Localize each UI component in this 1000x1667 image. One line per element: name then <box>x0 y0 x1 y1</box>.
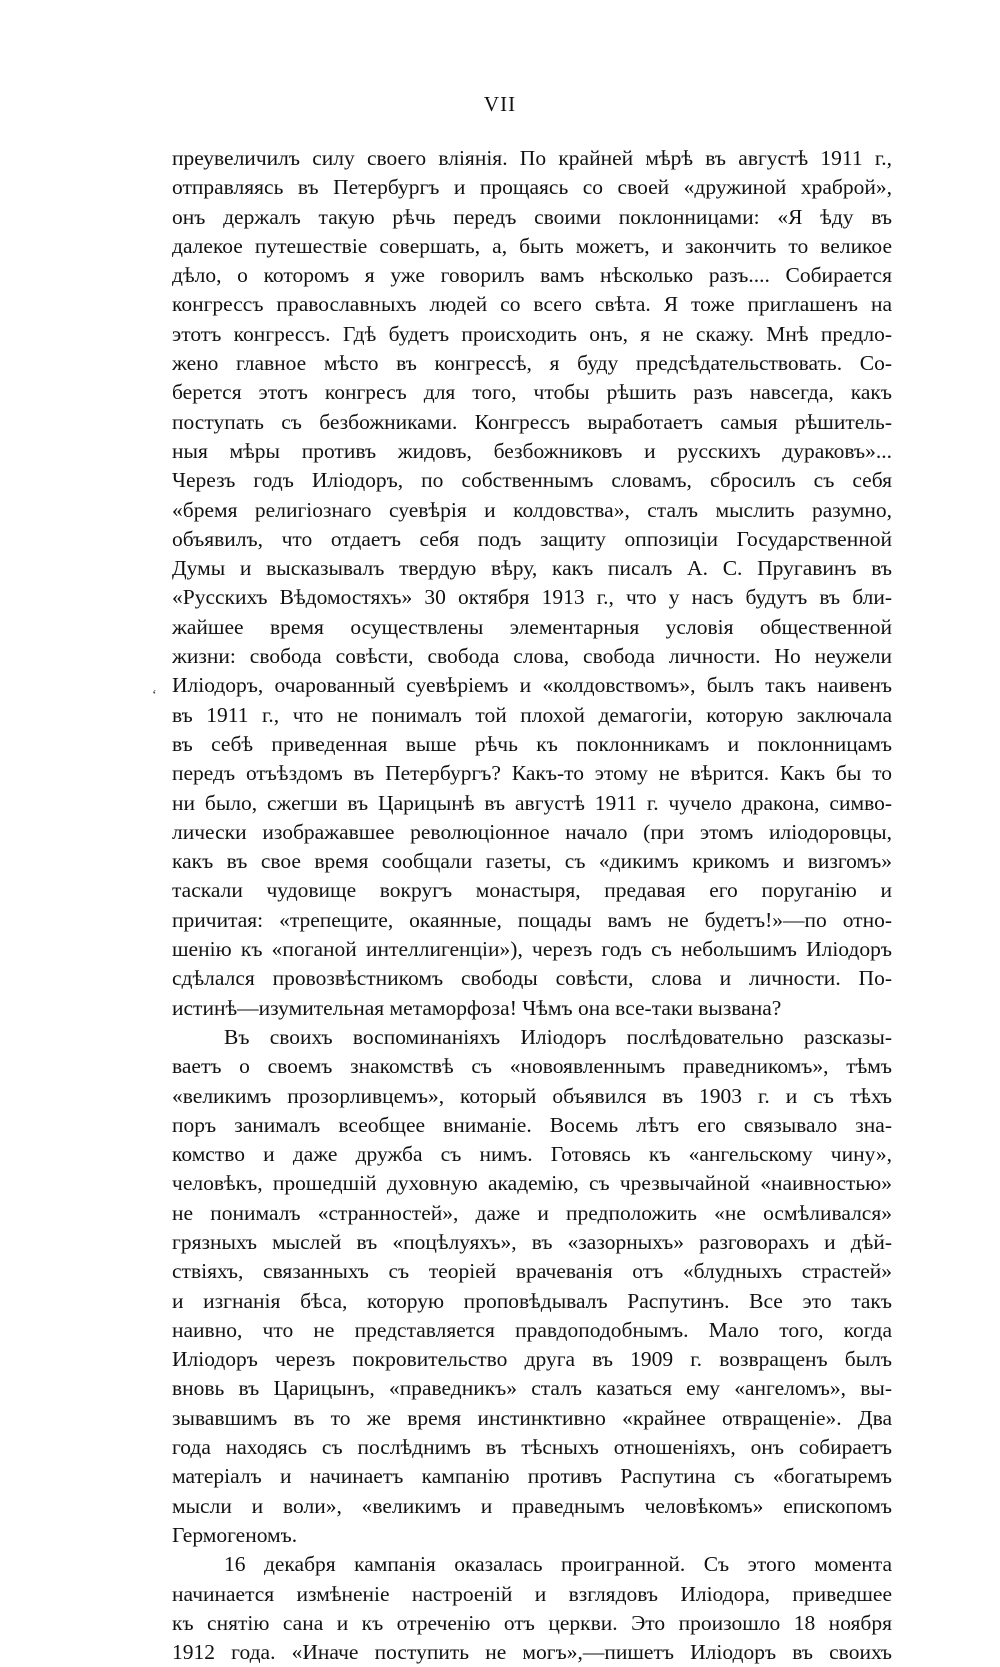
text-line: матеріалъ и начинаетъ кампанію противъ Распутина съ «богатыремъ <box>172 1464 892 1489</box>
text-line: поступать съ безбожниками. Конгрессъ выработаетъ самыя рѣшитель- <box>172 409 892 434</box>
text-line: шенію къ «поганой интеллигенціи»), черезъ годъ съ небольшимъ Иліодоръ <box>172 937 892 962</box>
text-line: какъ въ свое время сообщали газеты, съ «дикимъ крикомъ и визгомъ» <box>172 849 892 874</box>
text-line: лически изображавшее революціонное начало (при этомъ иліодоровцы, <box>172 819 892 844</box>
text-line: сдѣлался провозвѣстникомъ свободы совѣсти, слова и личности. По- <box>172 966 892 991</box>
text-line: грязныхъ мыслей въ «поцѣлуяхъ», въ «зазорныхъ» разговорахъ и дѣй- <box>172 1229 892 1254</box>
text-line: человѣкъ, прошедшій духовную академію, съ чрезвычайной «наивностью» <box>172 1171 892 1196</box>
text-line: отправляясь въ Петербургъ и прощаясь со своей «дружиной храброй», <box>172 175 892 200</box>
text-line: въ 1911 г., что не понималъ той плохой демагогіи, которую заключала <box>172 702 892 727</box>
text-line: Черезъ годъ Иліодоръ, по собственнымъ словамъ, сбросилъ съ себя <box>172 468 892 493</box>
text-line: не понималъ «странностей», даже и предположить «не осмѣливался» <box>172 1200 892 1225</box>
margin-mark: ‘ <box>152 688 157 703</box>
text-line: конгрессъ православныхъ людей со всего свѣта. Я тоже приглашенъ на <box>172 292 892 317</box>
text-line: начинается измѣненіе настроеній и взглядовъ Иліодора, приведшее <box>172 1581 892 1606</box>
text-line: Иліодоръ черезъ покровительство друга въ 1909 г. возвращенъ былъ <box>172 1347 892 1372</box>
text-line: ни было, сжегши въ Царицынѣ въ августѣ 1911 г. чучело дракона, симво- <box>172 790 892 815</box>
text-line: въ себѣ приведенная выше рѣчь къ поклонникамъ и поклонницамъ <box>172 731 892 756</box>
text-line: онъ держалъ такую рѣчь передъ своими поклонницами: «Я ѣду въ <box>172 204 892 229</box>
text-line: далекое путешествіе совершать, а, быть можетъ, и закончить то великое <box>172 233 892 258</box>
text-line: «бремя религіознаго суевѣрія и колдовства», сталъ мыслить разумно, <box>172 497 892 522</box>
text-line: дѣло, о которомъ я уже говорилъ вамъ нѣсколько разъ.... Собирается <box>172 263 892 288</box>
text-line: Иліодоръ, очарованный суевѣріемъ и «колдовствомъ», былъ такъ наивенъ <box>172 673 892 698</box>
text-line: 1912 года. «Иначе поступить не могъ»,—пишетъ Иліодоръ въ своихъ <box>172 1640 892 1665</box>
text-line: мысли и воли», «великимъ и праведнымъ человѣкомъ» епископомъ <box>172 1493 892 1518</box>
text-line: Думы и высказывалъ твердую вѣру, какъ писалъ А. С. Пругавинъ въ <box>172 556 892 581</box>
text-line: 16 декабря кампанія оказалась проигранной. Съ этого момента <box>224 1552 892 1577</box>
body-text <box>172 144 892 1667</box>
text-line: наивно, что не представляется правдоподобнымъ. Мало того, когда <box>172 1317 892 1342</box>
text-line: зывавшимъ въ то же время инстинктивно «крайнее отвращеніе». Два <box>172 1405 892 1430</box>
text-line: этотъ конгрессъ. Гдѣ будетъ происходить онъ, я не скажу. Мнѣ предло- <box>172 321 892 346</box>
text-line: къ снятію сана и къ отреченію отъ церкви. Это произошло 18 ноября <box>172 1610 892 1635</box>
text-line: преувеличилъ силу своего вліянія. По крайней мѣрѣ въ августѣ 1911 г., <box>172 146 892 170</box>
text-line: передъ отъѣздомъ въ Петербургъ? Какъ-то этому не вѣрится. Какъ бы то <box>172 761 892 786</box>
text-line: комство и даже дружба съ нимъ. Готовясь къ «ангельскому чину», <box>172 1142 892 1167</box>
text-line: «Русскихъ Вѣдомостяхъ» 30 октября 1913 г., что у насъ будутъ въ бли- <box>172 585 892 610</box>
text-line: жайшее время осуществлены элементарныя условія общественной <box>172 614 892 639</box>
text-line: причитая: «трепещите, окаянные, пощады вамъ не будетъ!»—по отно- <box>172 907 892 932</box>
text-line: объявилъ, что отдаетъ себя подъ защиту оппозиціи Государственной <box>172 526 892 551</box>
text-line: ствіяхъ, связанныхъ съ теоріей врачеванія отъ «блудныхъ страстей» <box>172 1259 892 1284</box>
text-line: Въ своихъ воспоминаніяхъ Иліодоръ послѣдовательно разсказы- <box>224 1024 892 1049</box>
text-line: года находясь съ послѣднимъ въ тѣсныхъ отношеніяхъ, онъ собираетъ <box>172 1435 892 1460</box>
text-line: берется этотъ конгресъ для того, чтобы рѣшить разъ навсегда, какъ <box>172 380 892 405</box>
text-line: ваетъ о своемъ знакомствѣ съ «новоявленнымъ праведникомъ», тѣмъ <box>172 1054 892 1079</box>
text-line: жизни: свобода совѣсти, свобода слова, свобода личности. Но неужели <box>172 644 892 669</box>
text-line: таскали чудовище вокругъ монастыря, предавая его поруганію и <box>172 878 892 903</box>
text-line: «великимъ прозорливцемъ», который объявился въ 1903 г. и съ тѣхъ <box>172 1083 892 1108</box>
text-line: поръ занималъ всеобщее вниманіе. Восемь лѣтъ его связывало зна- <box>172 1112 892 1137</box>
text-line: Гермогеномъ. <box>172 1522 298 1547</box>
text-line: жено главное мѣсто въ конгрессѣ, я буду предсѣдательствовать. Со- <box>172 351 892 376</box>
text-line: вновь въ Царицынъ, «праведникъ» сталъ казаться ему «ангеломъ», вы- <box>172 1376 892 1401</box>
text-line: истинѣ—изумительная метаморфоза! Чѣмъ она все-таки вызвана? <box>172 995 782 1020</box>
text-line: ныя мѣры противъ жидовъ, безбожниковъ и русскихъ дураковъ»... <box>172 438 892 463</box>
page-number: VII <box>483 92 517 116</box>
text-line: и изгнанія бѣса, которую проповѣдывалъ Распутинъ. Все это такъ <box>172 1288 892 1313</box>
